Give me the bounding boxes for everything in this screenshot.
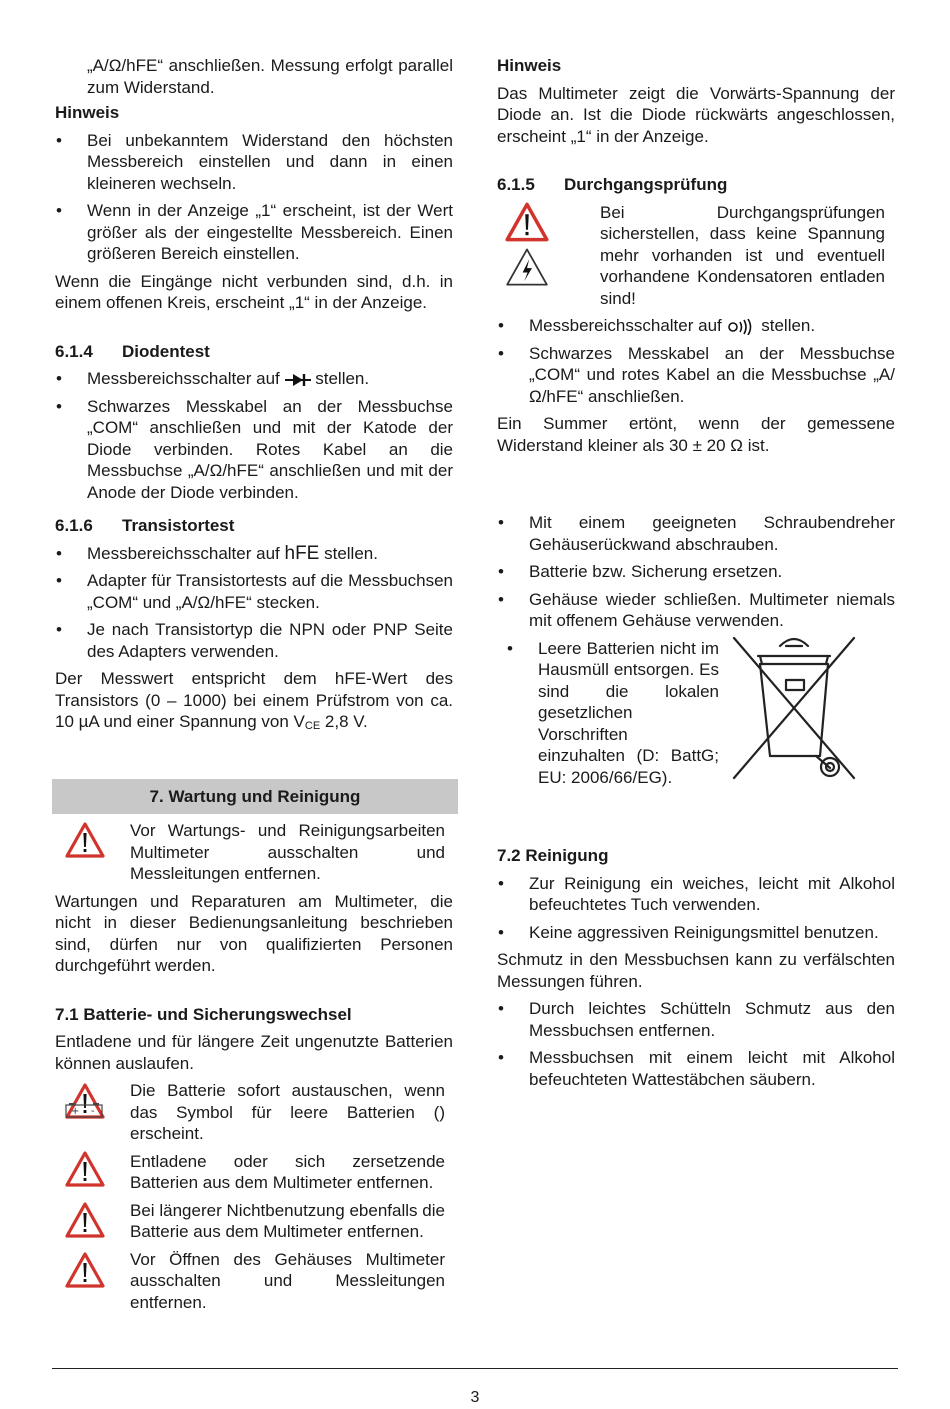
section-header-maintenance: 7. Wartung und Reinigung xyxy=(52,779,458,814)
svg-text:+: + xyxy=(71,1105,80,1117)
section-heading-battery: 7.1 Batterie- und Sicherungswechsel xyxy=(55,1004,352,1024)
list-item: • Adapter für Transistortests auf die Messbuchsen „COM“ und „A/Ω/hFE“ stecken. xyxy=(56,571,453,612)
warning-icon xyxy=(65,1252,105,1288)
section-heading-diode: 6.1.4 Diodentest xyxy=(55,341,210,361)
section-heading-transistor: 6.1.6 Transistortest xyxy=(55,516,235,535)
transistor-result: Der Messwert entspricht dem hFE-Wert des Transistors (0 – 1000) bei einem Prüfstrom von ca. 10 µA und einer Spannung von $V_{CE}$ 2,8 V. xyxy=(55,669,453,732)
battery-empty-icon xyxy=(65,1102,103,1118)
hfe-symbol: hFE xyxy=(284,542,320,564)
list-item: • Messbereichsschalter auf stellen. xyxy=(498,316,816,335)
warning-row: Bei Durchgangsprüfungen sicherstellen, dass keine Spannung mehr vorhanden ist und eventuell vorhandene Kondensatoren entladen sind! xyxy=(497,202,895,310)
list-item: • Keine aggressiven Reinigungsmittel benutzen. xyxy=(498,922,879,942)
list-item: • Schwarzes Messkabel an der Messbuchse „COM“ und rotes Kabel an die Messbuchse „A/Ω/hFE“ anschließen. xyxy=(498,343,895,406)
maintenance-body xyxy=(55,820,453,1313)
list-item: • Mit einem geeigneten Schraubendreher Gehäuserückwand abschrauben. xyxy=(498,513,895,554)
warning-icon xyxy=(65,1151,105,1187)
hinweis-heading: Hinweis xyxy=(55,103,120,122)
list-item: • Batterie bzw. Sicherung ersetzen. xyxy=(498,562,783,581)
warning-icon xyxy=(505,202,549,242)
crossed-bin-icon xyxy=(730,634,858,782)
diode-icon xyxy=(285,373,311,387)
list-item: • Durch leichtes Schütteln Schmutz aus den Messbuchsen entfernen. xyxy=(498,999,895,1040)
resistance-intro: „A/Ω/hFE“ anschließen. Messung erfolgt parallel zum Widerstand. xyxy=(87,56,453,97)
battery-steps xyxy=(497,512,895,788)
buzzer-icon xyxy=(727,319,757,335)
page-number: 3 xyxy=(470,1389,480,1406)
section-heading-continuity: 6.1.5 Durchgangsprüfung xyxy=(497,175,728,194)
list-item: • Messbuchsen mit einem leicht mit Alkohol befeuchteten Wattestäbchen säubern. xyxy=(498,1048,895,1089)
list-item: • Bei unbekanntem Widerstand den höchsten Messbereich einstellen und dann in einen kleineren wechseln. xyxy=(56,130,453,193)
hinweis-heading: Hinweis xyxy=(497,56,562,75)
warning-row: Vor Öffnen des Gehäuses Multimeter ausschalten und Messleitungen entfernen. xyxy=(55,1249,453,1314)
section-heading-cleaning: 7.2 Reinigung xyxy=(497,846,609,865)
list-item: • Wenn in der Anzeige „1“ erscheint, ist der Wert größer als der eingestellte Messbereich. Einen größeren Bereich einstellen. xyxy=(56,201,453,263)
list-item: • Leere Batterien nicht im Hausmüll entsorgen. Es sind die lokalen gesetzlichen Vorschriften einzuhalten (D: BattG; EU: 2006/66/EG). xyxy=(507,638,719,787)
list-item: • Messbereichsschalter auf stellen. xyxy=(56,369,370,388)
warning-icon xyxy=(65,822,105,858)
warning-row: Bei längerer Nichtbenutzung ebenfalls die Batterie aus dem Multimeter entfernen. xyxy=(55,1200,453,1243)
left-column xyxy=(55,55,453,738)
cleaning-text: Schmutz in den Messbuchsen kann zu verfälschten Messungen führen. xyxy=(497,950,895,991)
list-item: • Je nach Transistortyp die NPN oder PNP Seite des Adapters verwenden. xyxy=(56,620,453,661)
warning-row: Entladene oder sich zersetzende Batterien aus dem Multimeter entfernen. xyxy=(55,1151,453,1194)
warning-row: Vor Wartungs- und Reinigungsarbeiten Multimeter ausschalten und Messleitungen entfernen. xyxy=(55,820,453,885)
continuity-result: Ein Summer ertönt, wenn der gemessene Widerstand kleiner als 30 ± 20 Ω ist. xyxy=(497,414,895,455)
right-column xyxy=(497,55,895,456)
list-item: • Gehäuse wieder schließen. Multimeter niemals mit offenem Gehäuse verwenden. xyxy=(498,589,895,630)
list-item: • Messbereichsschalter auf hFE stellen. xyxy=(56,542,378,564)
list-item: • Zur Reinigung ein weiches, leicht mit Alkohol befeuchtetes Tuch verwenden. xyxy=(498,873,895,914)
maintenance-section xyxy=(52,779,458,814)
footer-divider xyxy=(52,1368,898,1369)
diode-note: Das Multimeter zeigt die Vorwärts-Spannung der Diode an. Ist die Diode rückwärts angeschlossen, erscheint „1“ in der Anzeige. xyxy=(497,83,895,146)
electric-hazard-icon xyxy=(505,247,549,287)
battery-intro: Entladene und für längere Zeit ungenutzte Batterien können auslaufen. xyxy=(55,1032,453,1073)
svg-text:-: - xyxy=(91,1105,95,1117)
disposal-block xyxy=(497,638,895,788)
warning-icon xyxy=(65,1202,105,1238)
list-item: • Schwarzes Messkabel an der Messbuchse „COM“ anschließen und mit der Katode der Diode verbinden. Rotes Kabel an die Messbuchse „A/Ω/hFE“ anschließen und mit der Anode der Diode verbinden. xyxy=(56,396,453,502)
cleaning-section xyxy=(497,845,895,1090)
open-circuit-note: Wenn die Eingänge nicht verbunden sind, d.h. in einem offenen Kreis, erscheint „1“ in der Anzeige. xyxy=(55,271,453,312)
warning-row: Die Batterie sofort austauschen, wenn das Symbol für leere Batterien ( + - ) erscheint. xyxy=(55,1080,453,1145)
maintenance-text: Wartungen und Reparaturen am Multimeter, die nicht in dieser Bedienungsanleitung beschrieben sind, dürfen nur von qualifizierten Personen durchgeführt werden. xyxy=(55,891,453,975)
